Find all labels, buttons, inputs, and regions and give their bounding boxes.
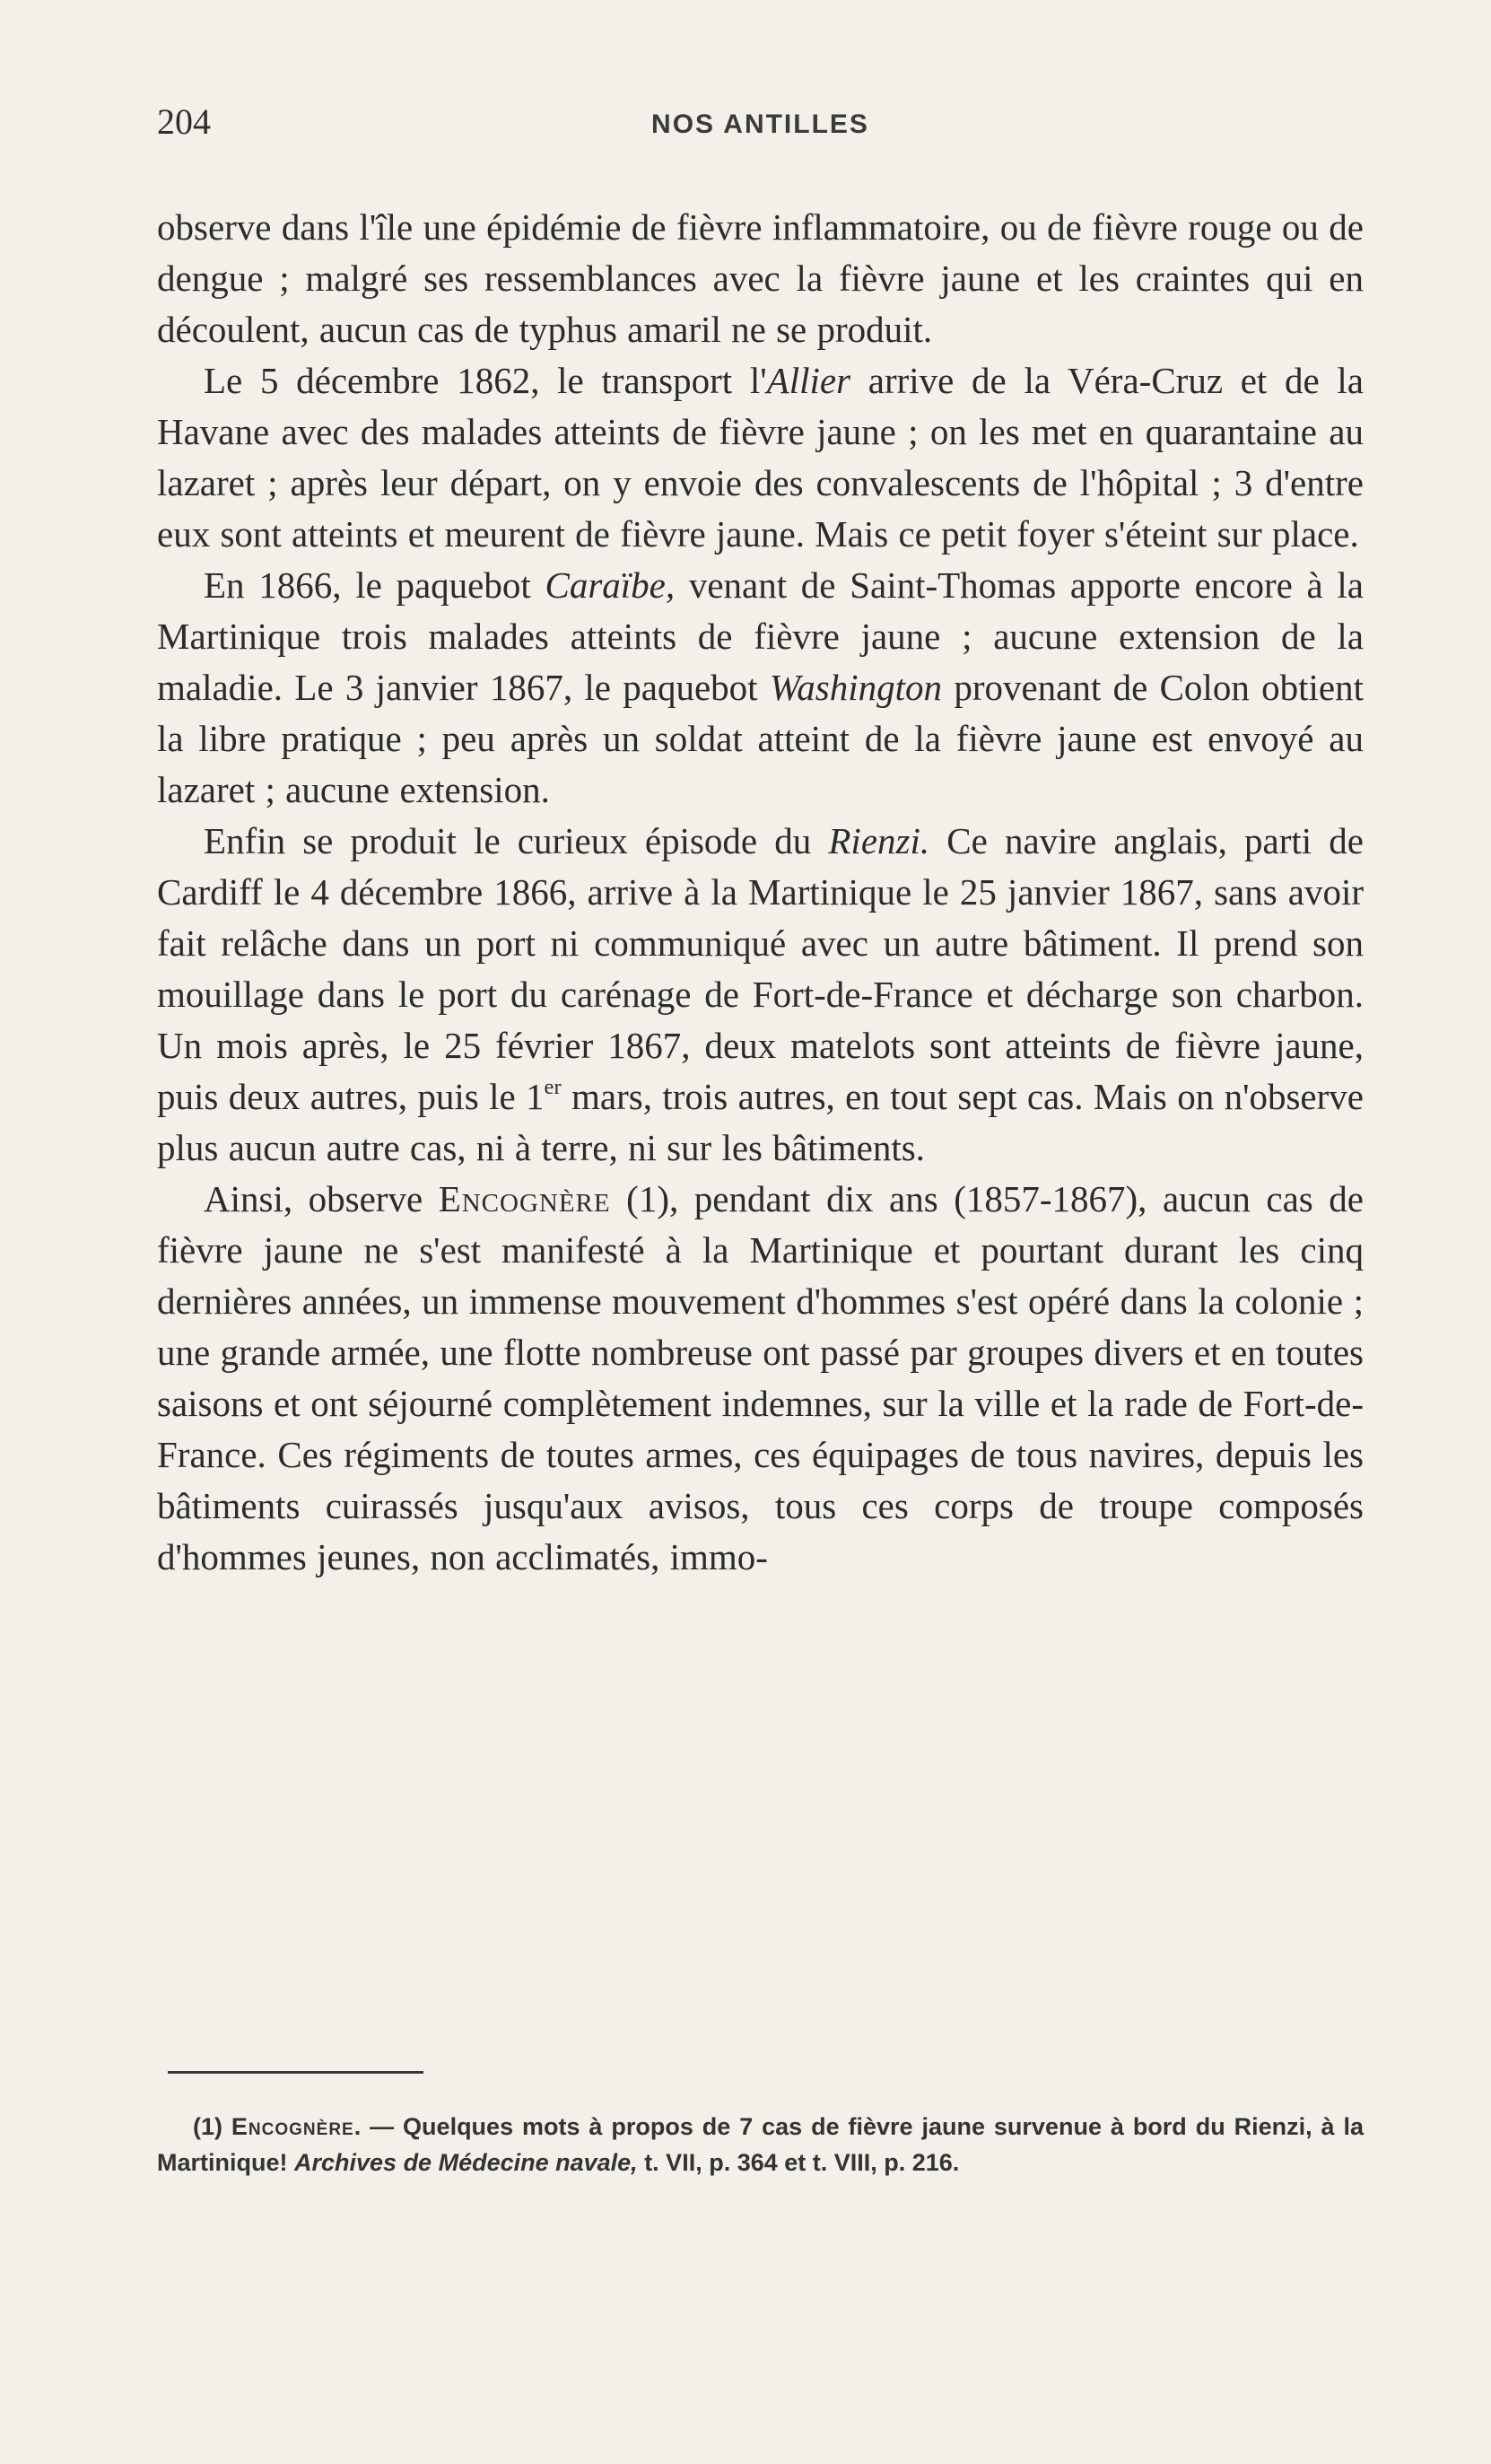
paragraph (157, 1174, 1364, 1583)
italic-text: Caraïbe, (545, 564, 676, 606)
footnote (157, 2109, 1364, 2180)
text-run: Enfin se produit le curieux épisode du (204, 820, 829, 861)
superscript-text: er (544, 1074, 562, 1099)
text-run: (1) (193, 2113, 231, 2140)
footnotes (157, 2109, 1364, 2180)
body-text (157, 202, 1364, 1583)
text-run: En 1866, le paquebot (204, 564, 545, 606)
text-run: venant de Saint-Thomas apporte encore à la Martinique trois malades atteints de fièvre jaune ; aucune extension de la maladie. Le 3 janvier 1867, le paquebot (157, 564, 1364, 708)
text-run: Ce navire anglais, parti de Cardiff le 4 décembre 1866, arrive à la Martinique le 25 janvier 1867, sans avoir fait relâche dans un port ni communiqué avec un autre bâtiment. Il prend son mouillage dans le port du carénage de Fort-de-France et décharge son charbon. Un mois après, le 25 février 1867, deux matelots sont atteints de fièvre jaune, puis deux autres, puis le 1 (157, 820, 1364, 1117)
text-run: provenant de Colon obtient la libre pratique ; peu après un soldat atteint de la fièvre jaune est envoyé au lazaret ; aucune extension. (157, 667, 1364, 810)
italic-text: Archives de Médecine navale, (294, 2149, 638, 2176)
text-run: observe dans l'île une épidémie de fièvre inflammatoire, ou de fièvre rouge ou de dengue ; malgré ses ressemblances avec la fièvre jaune et les craintes qui en découlent, aucun cas de typhus amaril ne se produit. (157, 206, 1364, 350)
author-name: Encognère (438, 1178, 611, 1219)
footnote-divider (168, 2071, 423, 2074)
text-run: (1), pendant dix ans (1857-1867), aucun cas de fièvre jaune ne s'est manifesté à la Martinique et pourtant durant les cinq dernières années, un immense mouvement d'hommes s'est opéré dans la colonie ; une grande armée, une flotte nombreuse ont passé par groupes divers et en toutes saisons et ont séjourné complètement indemnes, sur la ville et la rade de Fort-de-France. Ces régiments de toutes armes, ces équipages de tous navires, depuis les bâtiments cuirassés jusqu'aux avisos, tous ces corps de troupe composés d'hommes jeunes, non acclimatés, immo- (157, 1178, 1364, 1577)
text-run: Le 5 décembre 1862, le transport l' (204, 360, 767, 401)
running-title: NOS ANTILLES (651, 109, 869, 139)
text-run: . — Quelques mots à propos de 7 cas de fièvre jaune survenue à bord du Rienzi, à la Martinique! (157, 2113, 1365, 2176)
page-number: 204 (157, 101, 211, 142)
text-run: arrive de la Véra-Cruz et de la Havane avec des malades atteints de fièvre jaune ; on les met en quarantaine au lazaret ; après leur départ, on y envoie des convalescents de l'hôpital ; 3 d'entre eux sont atteints et meurent de fièvre jaune. Mais ce petit foyer s'éteint sur place. (157, 360, 1365, 555)
text-run: Ainsi, observe (204, 1178, 439, 1219)
italic-text: Rienzi. (828, 820, 930, 861)
paragraph (157, 816, 1364, 1174)
running-head (157, 100, 1364, 154)
book-page (157, 0, 1364, 2464)
author-name: Encognère (231, 2113, 354, 2140)
text-run: t. VII, p. 364 et t. VIII, p. 216. (637, 2149, 960, 2176)
italic-text: Allier (766, 360, 851, 401)
italic-text: Washington (769, 667, 943, 708)
paragraph (157, 560, 1364, 816)
paragraph (157, 202, 1364, 355)
text-run: mars, trois autres, en tout sept cas. Mais on n'observe plus aucun autre cas, ni à terre, ni sur les bâtiments. (157, 1076, 1364, 1168)
paragraph (157, 355, 1364, 560)
